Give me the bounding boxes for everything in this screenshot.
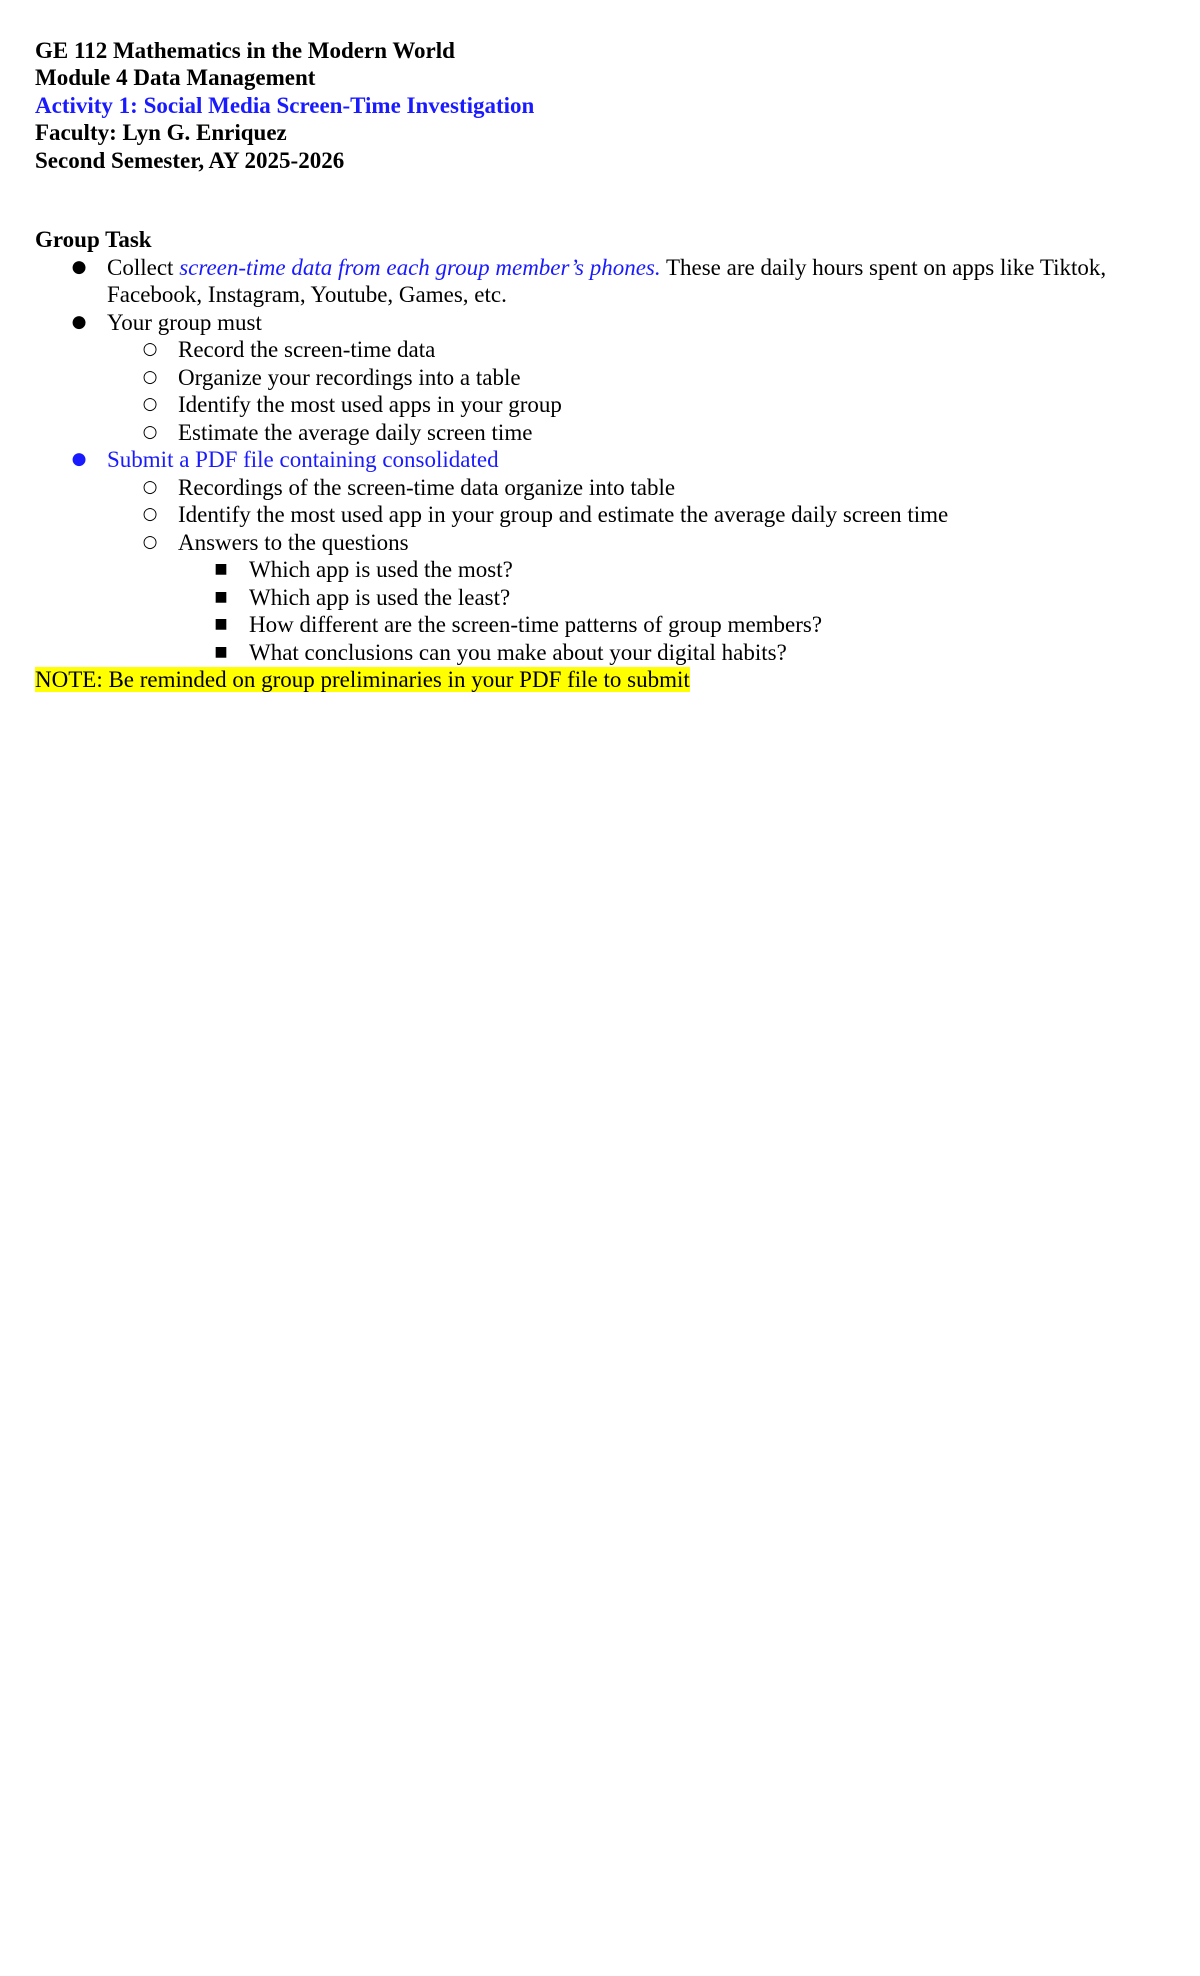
- sublist-item-label: Identify the most used apps in your group: [178, 392, 562, 417]
- sublist-item: [35, 419, 1170, 447]
- note-line: [35, 666, 1170, 694]
- sublist-item: [35, 529, 1170, 557]
- sublist-item-label: Organize your recordings into a table: [178, 364, 521, 390]
- sublist-item: [35, 364, 1170, 392]
- circle-marker: ○: [142, 504, 158, 524]
- square-marker: ■: [214, 643, 228, 660]
- collect-emphasis: screen-time data from each group member’s phones.: [179, 254, 661, 280]
- question-item: [35, 611, 1170, 639]
- question-text: Which app is used the most?: [249, 557, 513, 582]
- question-text: Which app is used the least?: [249, 584, 511, 610]
- list-item-group-must: [35, 309, 1170, 337]
- square-marker: ■: [214, 588, 228, 605]
- bullet-marker: ●: [71, 311, 87, 332]
- sublist-item-label: Recordings of the screen-time data organize into table: [178, 474, 676, 500]
- square-marker: ■: [214, 561, 228, 577]
- sublist-item-label: Identify the most used app in your group and estimate the average daily screen time: [178, 502, 949, 527]
- sublist-item: [35, 501, 1170, 529]
- question-item: [35, 639, 1170, 667]
- bullet-marker: ●: [71, 256, 87, 277]
- bullet-marker: ●: [71, 449, 87, 469]
- sublist-item: [35, 474, 1170, 502]
- collect-suffix: These are daily hours spent on apps like Tiktok,: [660, 254, 1107, 280]
- group-task-section: [35, 226, 1170, 694]
- circle-marker: ○: [142, 366, 158, 387]
- question-text: What conclusions can you make about your digital habits?: [249, 639, 787, 665]
- faculty-line: Faculty: Lyn G. Enriquez: [35, 120, 287, 146]
- course-title: GE 112 Mathematics in the Modern World: [35, 38, 455, 63]
- circle-marker: ○: [142, 476, 158, 497]
- module-title: Module 4 Data Management: [35, 65, 316, 91]
- highlighted-note: NOTE: Be reminded on group preliminaries in your PDF file to submit: [35, 667, 690, 692]
- sublist-item: [35, 336, 1170, 364]
- collect-line2: Facebook, Instagram, Youtube, Games, etc.: [107, 282, 507, 307]
- section-heading: Group Task: [35, 227, 152, 252]
- document-header: [35, 37, 534, 174]
- circle-marker: ○: [142, 339, 158, 359]
- semester-line: Second Semester, AY 2025-2026: [35, 147, 345, 173]
- circle-marker: ○: [142, 421, 158, 442]
- square-marker: ■: [214, 616, 228, 632]
- sublist-item-label: Answers to the questions: [178, 529, 409, 555]
- submit-label: Submit a PDF file containing consolidated: [107, 447, 499, 472]
- sublist-item: [35, 391, 1170, 419]
- circle-marker: ○: [142, 531, 158, 552]
- activity-title: Activity 1: Social Media Screen-Time Investigation: [35, 92, 535, 118]
- sublist-item-label: Record the screen-time data: [178, 337, 436, 362]
- circle-marker: ○: [142, 394, 158, 414]
- list-item-collect-continued: [35, 281, 1170, 309]
- sublist-item-label: Estimate the average daily screen time: [178, 419, 533, 445]
- question-item: [35, 584, 1170, 612]
- group-must-label: Your group must: [107, 309, 262, 335]
- question-item: [35, 556, 1170, 584]
- collect-prefix: Collect: [107, 254, 180, 280]
- list-item-submit: [35, 446, 1170, 474]
- question-text: How different are the screen-time patterns of group members?: [249, 612, 823, 637]
- list-item-collect: [35, 254, 1170, 282]
